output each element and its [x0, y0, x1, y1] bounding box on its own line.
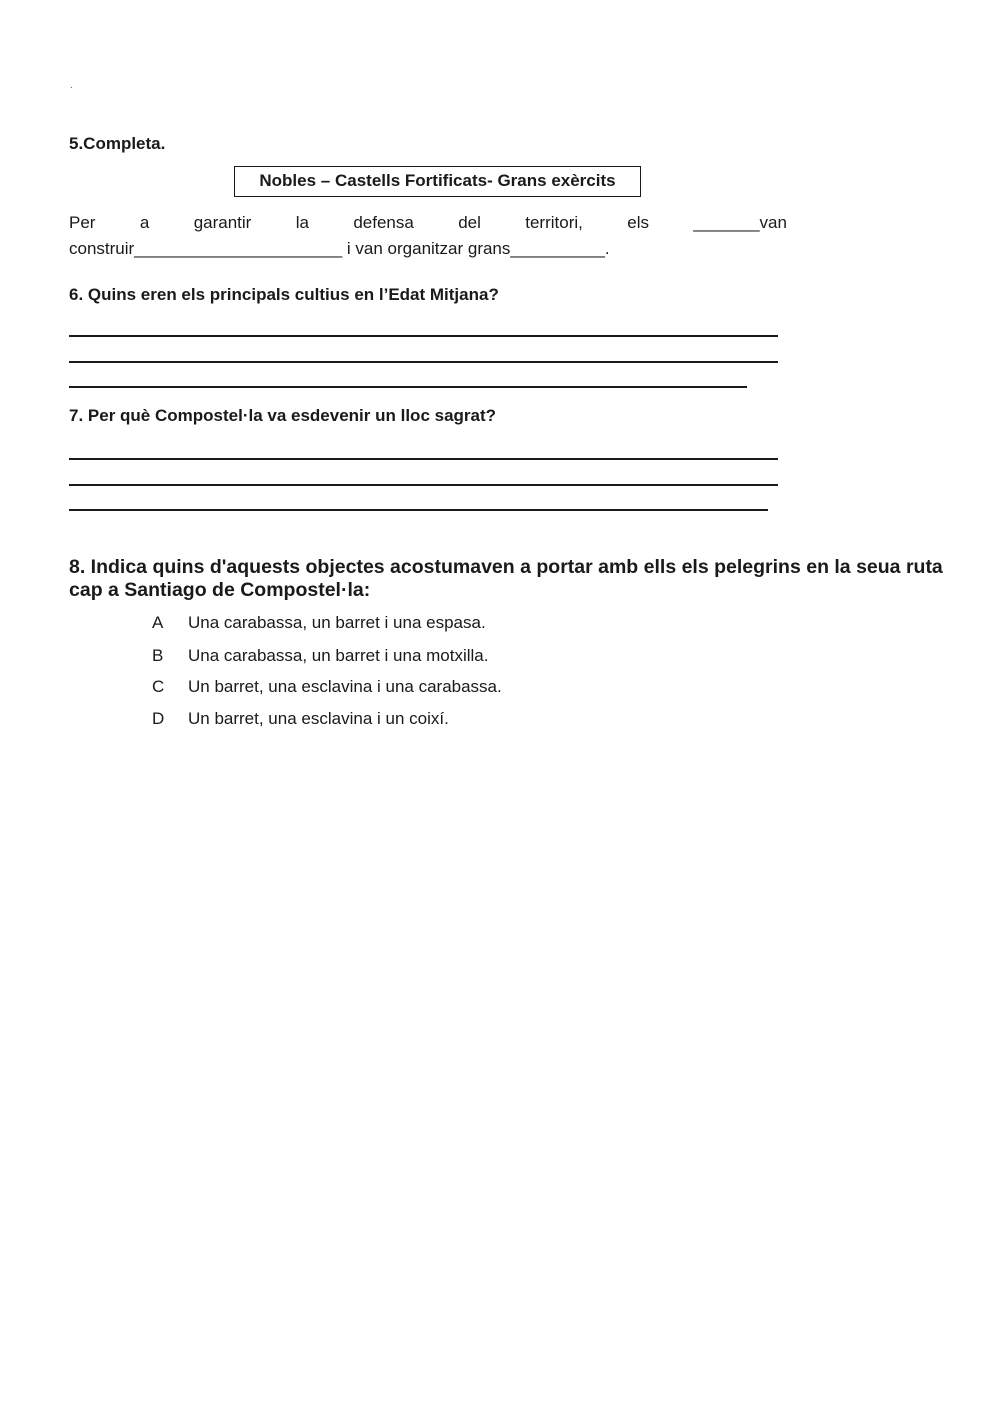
q5-word: Per: [69, 213, 96, 232]
q7-answer-line[interactable]: [69, 509, 768, 511]
q5-word: del: [458, 213, 481, 232]
option-letter: A: [152, 613, 164, 632]
q8-option-a[interactable]: [152, 613, 486, 633]
q8-option-d[interactable]: [152, 709, 449, 729]
stray-dot: .: [70, 80, 73, 91]
option-text: Un barret, una esclavina i un coixí.: [188, 709, 449, 728]
q5-word: els: [627, 213, 649, 232]
q8-title: 8. Indica quins d'aquests objectes acostumaven a portar amb ells els pelegrins en la seua ruta cap a Santiago de Compostel·la:: [69, 556, 943, 601]
option-text: Una carabassa, un barret i una motxilla.: [188, 646, 489, 665]
q5-fill-line-1: [69, 213, 787, 233]
q5-word: la: [295, 213, 309, 232]
q5-word: territori,: [525, 213, 583, 232]
q5-word-bank: Nobles – Castells Fortificats- Grans exèrcits: [234, 166, 641, 197]
q5-word-blank[interactable]: _______van: [693, 213, 787, 232]
q5-title: 5.Completa.: [69, 134, 166, 153]
q5-word: garantir: [193, 213, 252, 232]
option-letter: D: [152, 709, 165, 728]
option-text: Un barret, una esclavina i una carabassa.: [188, 677, 502, 696]
q8-option-b[interactable]: [152, 646, 489, 666]
q7-answer-line[interactable]: [69, 484, 778, 486]
q7-answer-line[interactable]: [69, 458, 778, 460]
q6-answer-line[interactable]: [69, 335, 778, 337]
q6-answer-line[interactable]: [69, 386, 747, 388]
q6-answer-line[interactable]: [69, 361, 778, 363]
option-letter: C: [152, 677, 165, 696]
q7-title: 7. Per què Compostel·la va esdevenir un lloc sagrat?: [69, 406, 497, 425]
q5-word: defensa: [353, 213, 414, 232]
q8-option-c[interactable]: [152, 677, 502, 697]
q5-word: a: [139, 213, 150, 232]
option-text: Una carabassa, un barret i una espasa.: [188, 613, 486, 632]
q5-fill-line-2[interactable]: construir______________________ i van organitzar grans__________.: [69, 239, 610, 258]
option-letter: B: [152, 646, 164, 665]
q6-title: 6. Quins eren els principals cultius en l’Edat Mitjana?: [69, 285, 499, 304]
